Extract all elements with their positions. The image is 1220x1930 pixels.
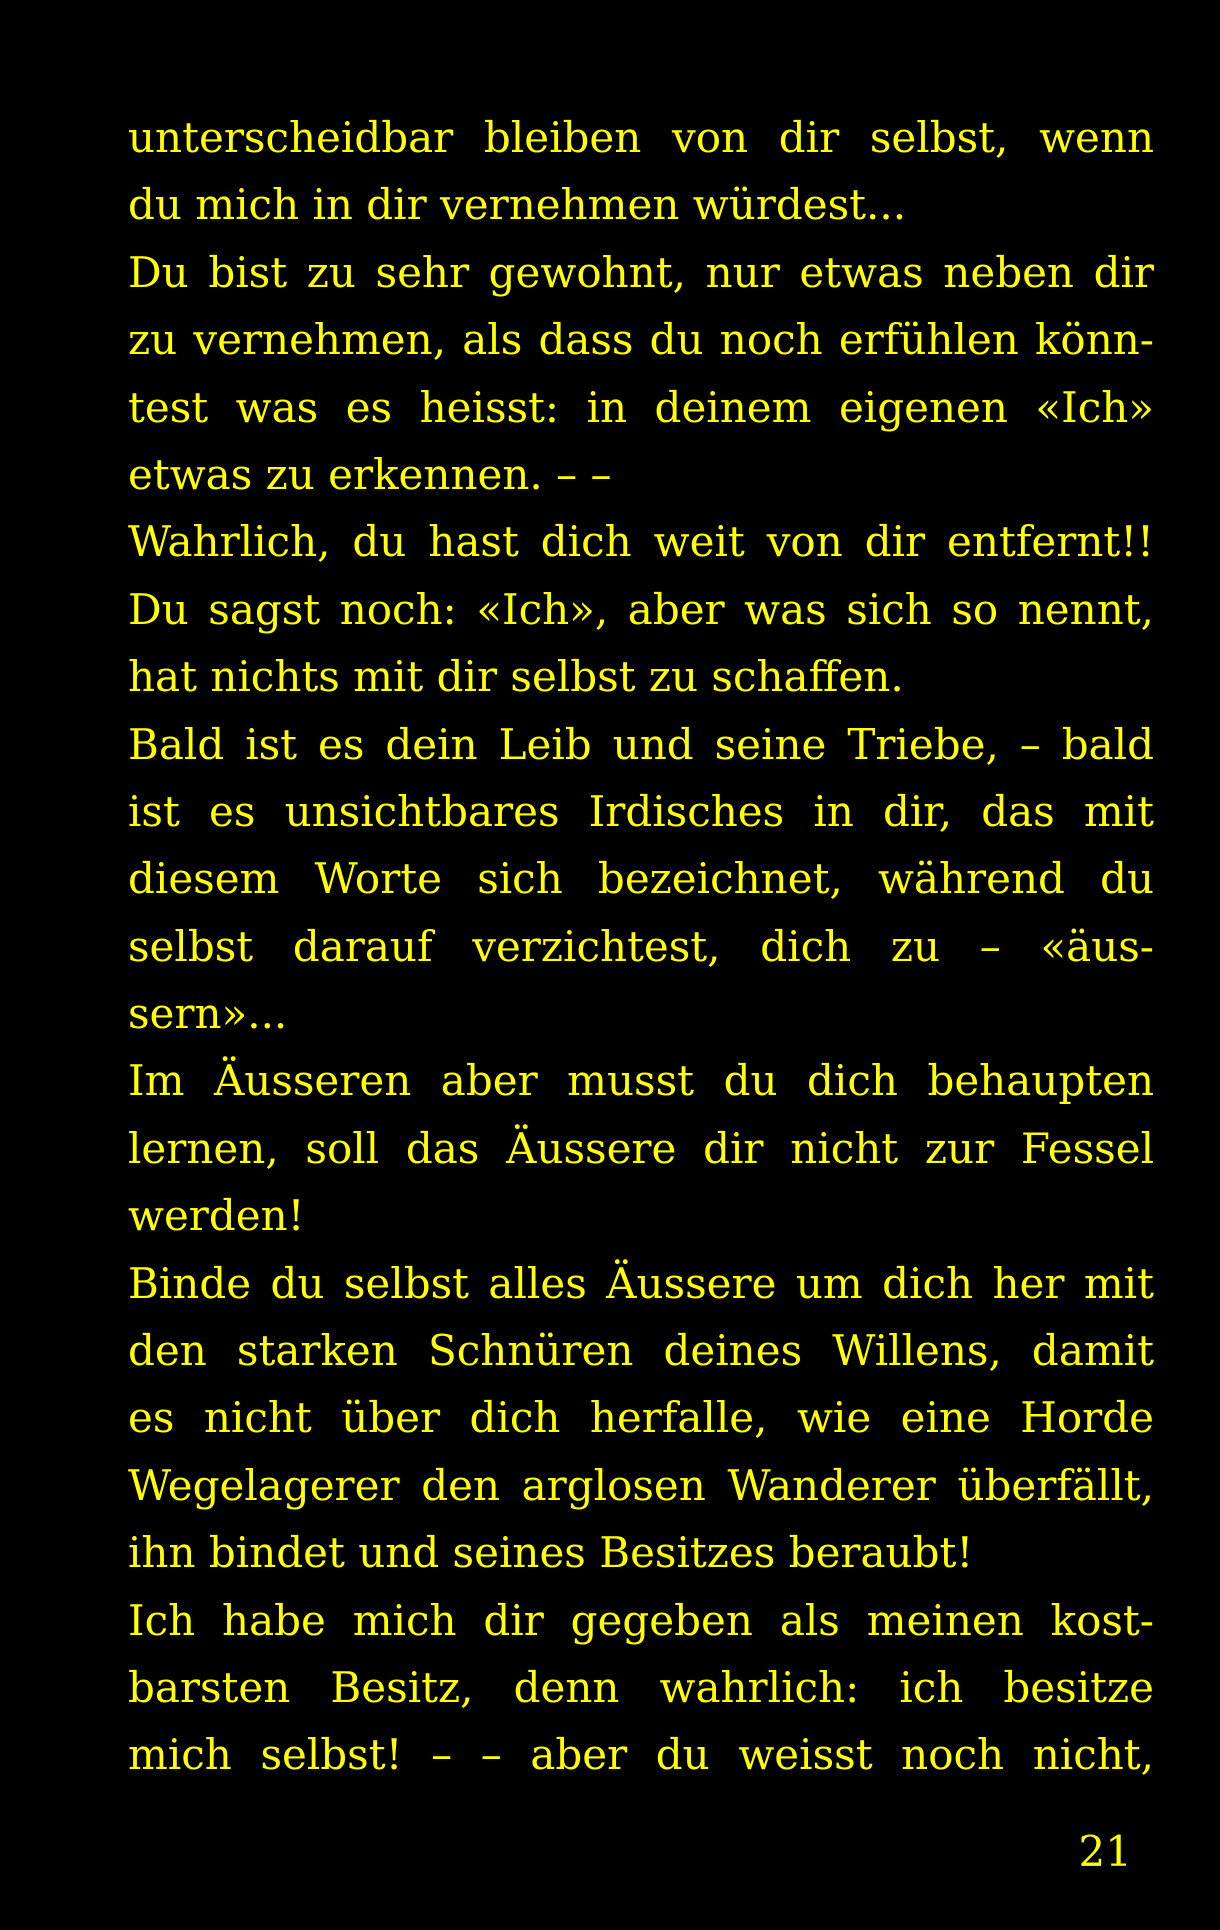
text-line: ihn bindet und seines Besitzes beraubt!: [128, 1528, 974, 1578]
text-line: hat nichts mit dir selbst zu schaffen.: [128, 652, 904, 702]
text-line: zu vernehmen, als dass du noch erfühlen könn-: [128, 315, 1154, 365]
text-line: diesem Worte sich bezeichnet, während du: [128, 854, 1154, 904]
text-line: du mich in dir vernehmen würdest...: [128, 180, 907, 230]
text-line: selbst darauf verzichtest, dich zu – «äus-: [128, 921, 1154, 971]
text-line: Bald ist es dein Leib und seine Triebe, – bald: [128, 719, 1154, 769]
text-line: es nicht über dich herfalle, wie eine Horde: [128, 1393, 1154, 1443]
text-line: werden!: [128, 1191, 305, 1241]
text-line: sern»...: [128, 989, 288, 1039]
text-line: Wahrlich, du hast dich weit von dir entfernt!!: [128, 517, 1154, 567]
text-line: den starken Schnüren deines Willens, damit: [128, 1326, 1154, 1376]
text-line: Du bist zu sehr gewohnt, nur etwas neben dir: [128, 247, 1154, 297]
text-line: test was es heisst: in deinem eigenen «Ich»: [128, 382, 1154, 432]
page-number: 21: [1078, 1827, 1132, 1876]
text-line: ist es unsichtbares Irdisches in dir, das mit: [128, 786, 1154, 836]
body-text: [128, 104, 1154, 1789]
text-line: unterscheidbar bleiben von dir selbst, wenn: [128, 113, 1154, 162]
text-line: Du sagst noch: «Ich», aber was sich so nennt,: [128, 584, 1154, 634]
text-line: mich selbst! – – aber du weisst noch nicht,: [128, 1730, 1154, 1780]
text-line: Im Äusseren aber musst du dich behaupten: [128, 1056, 1154, 1106]
text-line: lernen, soll das Äussere dir nicht zur Fessel: [128, 1123, 1154, 1173]
text-line: Wegelagerer den arglosen Wanderer überfällt,: [128, 1460, 1154, 1510]
text-line: barsten Besitz, denn wahrlich: ich besitze: [128, 1662, 1154, 1712]
text-line: etwas zu erkennen. – –: [128, 449, 612, 499]
text-line: Binde du selbst alles Äussere um dich her mit: [128, 1258, 1154, 1308]
text-line: Ich habe mich dir gegeben als meinen kost-: [128, 1595, 1154, 1645]
